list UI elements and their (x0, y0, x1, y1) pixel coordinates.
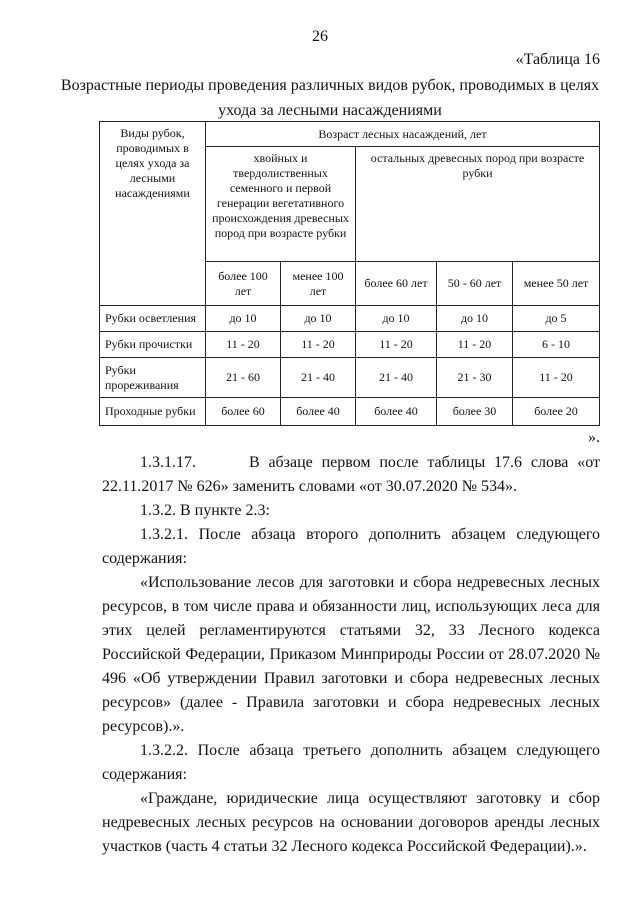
row-label: Рубки прочистки (100, 332, 206, 358)
table-cell: более 40 (356, 398, 437, 426)
table-cell: 21 - 30 (437, 358, 513, 398)
table-label: «Таблица 16 (515, 51, 600, 68)
table-cell: 21 - 60 (206, 358, 281, 398)
header-stand-age: Возраст лесных насаждений, лет (206, 122, 600, 147)
column-header: менее 50 лет (513, 262, 600, 306)
header-group-other: остальных древесных пород при возрасте рубки (356, 147, 600, 262)
column-header: менее 100 лет (281, 262, 356, 306)
table-cell: до 10 (281, 306, 356, 332)
table-cell: более 30 (437, 398, 513, 426)
column-header: более 60 лет (356, 262, 437, 306)
column-header: 50 - 60 лет (437, 262, 513, 306)
column-header: более 100 лет (206, 262, 281, 306)
table-title: Возрастные периоды проведения различных видов рубок, проводимых в целях ухода за лесными насаждениями (60, 77, 600, 119)
table-row (100, 306, 600, 332)
paragraph: 1.3.1.17. В абзаце первом после таблицы 17.6 слова «от 22.11.2017 № 626» заменить словами «от 30.07.2020 № 534». (102, 454, 600, 495)
header-group-conifer: хвойных и твердолиственных семенного и первой генерации вегетативного происхождения древесных пород при возрасте рубки (206, 147, 356, 262)
header-cutting-kind: Виды рубок, проводимых в целях ухода за лесными насаждениями (100, 122, 206, 306)
table-cell: 11 - 20 (513, 358, 600, 398)
table-cell: 11 - 20 (356, 332, 437, 358)
page-number: 26 (312, 28, 328, 45)
age-periods-table (99, 121, 600, 426)
table-row (100, 358, 600, 398)
row-label: Проходные рубки (100, 398, 206, 426)
paragraph: 1.3.2. В пункте 2.3: (140, 502, 270, 519)
table-cell: 21 - 40 (356, 358, 437, 398)
table-cell: до 10 (206, 306, 281, 332)
table-cell: 21 - 40 (281, 358, 356, 398)
table-row (100, 332, 600, 358)
table-cell: 6 - 10 (513, 332, 600, 358)
table-cell: 11 - 20 (206, 332, 281, 358)
paragraph: 1.3.2.2. После абзаца третьего дополнить абзацем следующего содержания: (102, 742, 600, 783)
table-cell: более 40 (281, 398, 356, 426)
table-cell: до 5 (513, 306, 600, 332)
row-label: Рубки осветления (100, 306, 206, 332)
paragraph: «Использование лесов для заготовки и сбора недревесных лесных ресурсов, в том числе права и обязанности лиц, использующих леса для этих целей регламентируются статьями 32, 33 Лесного кодекса Российской Федерации, Приказом Минприроды России от 28.07.2020 № 496 «Об утверждении Правил заготовки и сбора недревесных лесных ресурсов» (далее - Правила заготовки и сбора недревесных лесных ресурсов).». (102, 574, 600, 735)
table-cell: более 20 (513, 398, 600, 426)
paragraph: 1.3.2.1. После абзаца второго дополнить абзацем следующего содержания: (102, 526, 600, 567)
table-row (100, 398, 600, 426)
quote-closing-mark: ». (588, 429, 600, 446)
table-cell: 11 - 20 (281, 332, 356, 358)
paragraph: «Граждане, юридические лица осуществляют заготовку и сбор недревесных лесных ресурсов на основании договоров аренды лесных участков (часть 4 статьи 32 Лесного кодекса Российской Федерации).». (102, 790, 600, 855)
amendment-text (102, 451, 600, 859)
table-cell: более 60 (206, 398, 281, 426)
table-cell: до 10 (437, 306, 513, 332)
table-cell: 11 - 20 (437, 332, 513, 358)
row-label: Рубки прореживания (100, 358, 206, 398)
table-cell: до 10 (356, 306, 437, 332)
